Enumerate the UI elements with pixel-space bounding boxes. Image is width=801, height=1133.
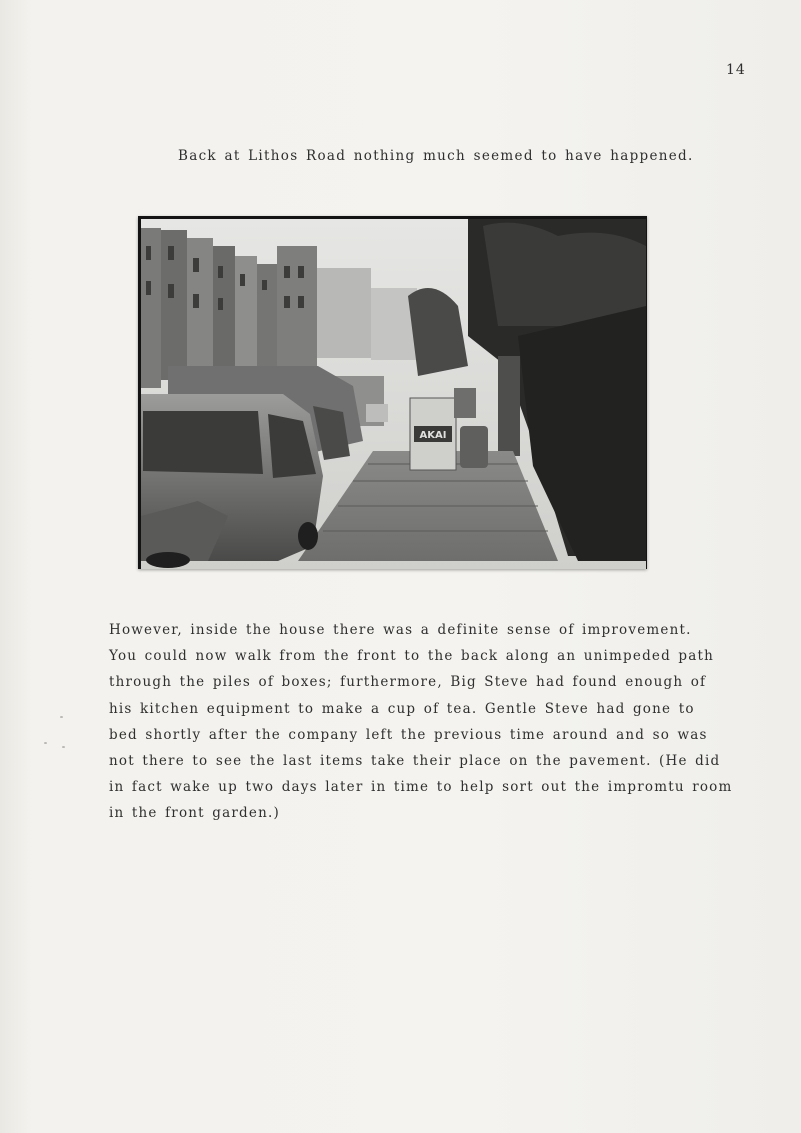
akai-sign-text: AKAI — [419, 430, 447, 441]
body-line: through the piles of boxes; furthermore, Big Steve had found enough of — [109, 674, 707, 691]
body-line: However, inside the house there was a definite sense of improvement. — [109, 622, 692, 638]
body-line: in fact wake up two days later in time to help sort out the impromtu room — [109, 779, 733, 796]
body-line: You could now walk from the front to the back along an unimpeded path — [109, 648, 715, 665]
photo-caption: Back at Lithos Road nothing much seemed to have happened. — [178, 148, 694, 164]
body-line: his kitchen equipment to make a cup of tea. Gentle Steve had gone to — [109, 700, 695, 717]
body-line: bed shortly after the company left the previous time around and so was — [109, 726, 708, 743]
page-number: 14 — [726, 62, 746, 78]
body-line: not there to see the last items take their place on the pavement. (He did — [109, 752, 721, 769]
street-photo — [138, 216, 647, 569]
body-paragraph — [109, 617, 749, 827]
paper-speck — [62, 746, 65, 748]
body-line: in the front garden.) — [109, 805, 280, 822]
paper-speck — [60, 716, 63, 718]
paper-speck — [44, 742, 47, 744]
